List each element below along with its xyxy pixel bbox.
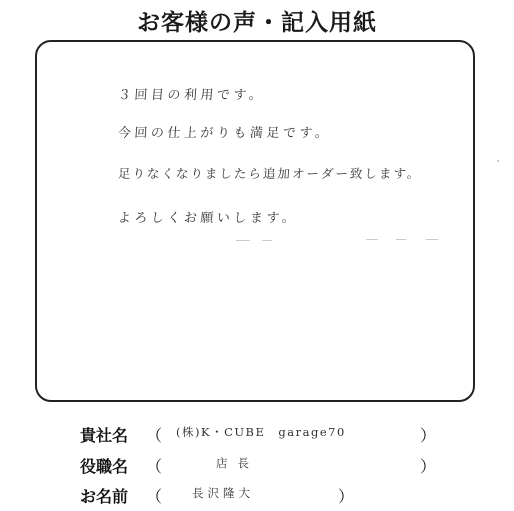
company-value: (株)K・CUBE garage70 [176, 425, 346, 439]
form-title: お客様の声・記入用紙 [137, 10, 377, 36]
company-row [80, 423, 437, 446]
name-row [80, 484, 355, 507]
faint-mark [396, 239, 406, 240]
company-label: 貴社名 [80, 426, 129, 445]
position-paren-open: （ [146, 457, 163, 476]
comment-line-2: 今回の仕上がりも満足です。 [117, 126, 332, 141]
name-value: 長沢隆大 [192, 486, 254, 500]
comment-line-1: ３回目の利用です。 [117, 88, 266, 103]
faint-mark [262, 240, 272, 241]
position-row [80, 454, 437, 477]
position-value: 店長 [216, 456, 259, 470]
name-paren-close: ） [338, 487, 355, 506]
comment-line-4: よろしくお願いします。 [117, 211, 299, 226]
faint-mark [426, 239, 438, 240]
name-label: お名前 [80, 487, 129, 506]
position-paren-close: ） [420, 457, 437, 476]
faint-mark [236, 240, 250, 241]
comment-line-3: 足りなくなりましたら追加オーダー致します。 [117, 166, 423, 181]
position-label: 役職名 [80, 457, 129, 476]
company-paren-close: ） [420, 426, 437, 445]
faint-mark [366, 239, 378, 240]
stray-dot [497, 160, 499, 162]
company-paren-open: （ [146, 426, 163, 445]
name-paren-open: （ [146, 487, 163, 506]
